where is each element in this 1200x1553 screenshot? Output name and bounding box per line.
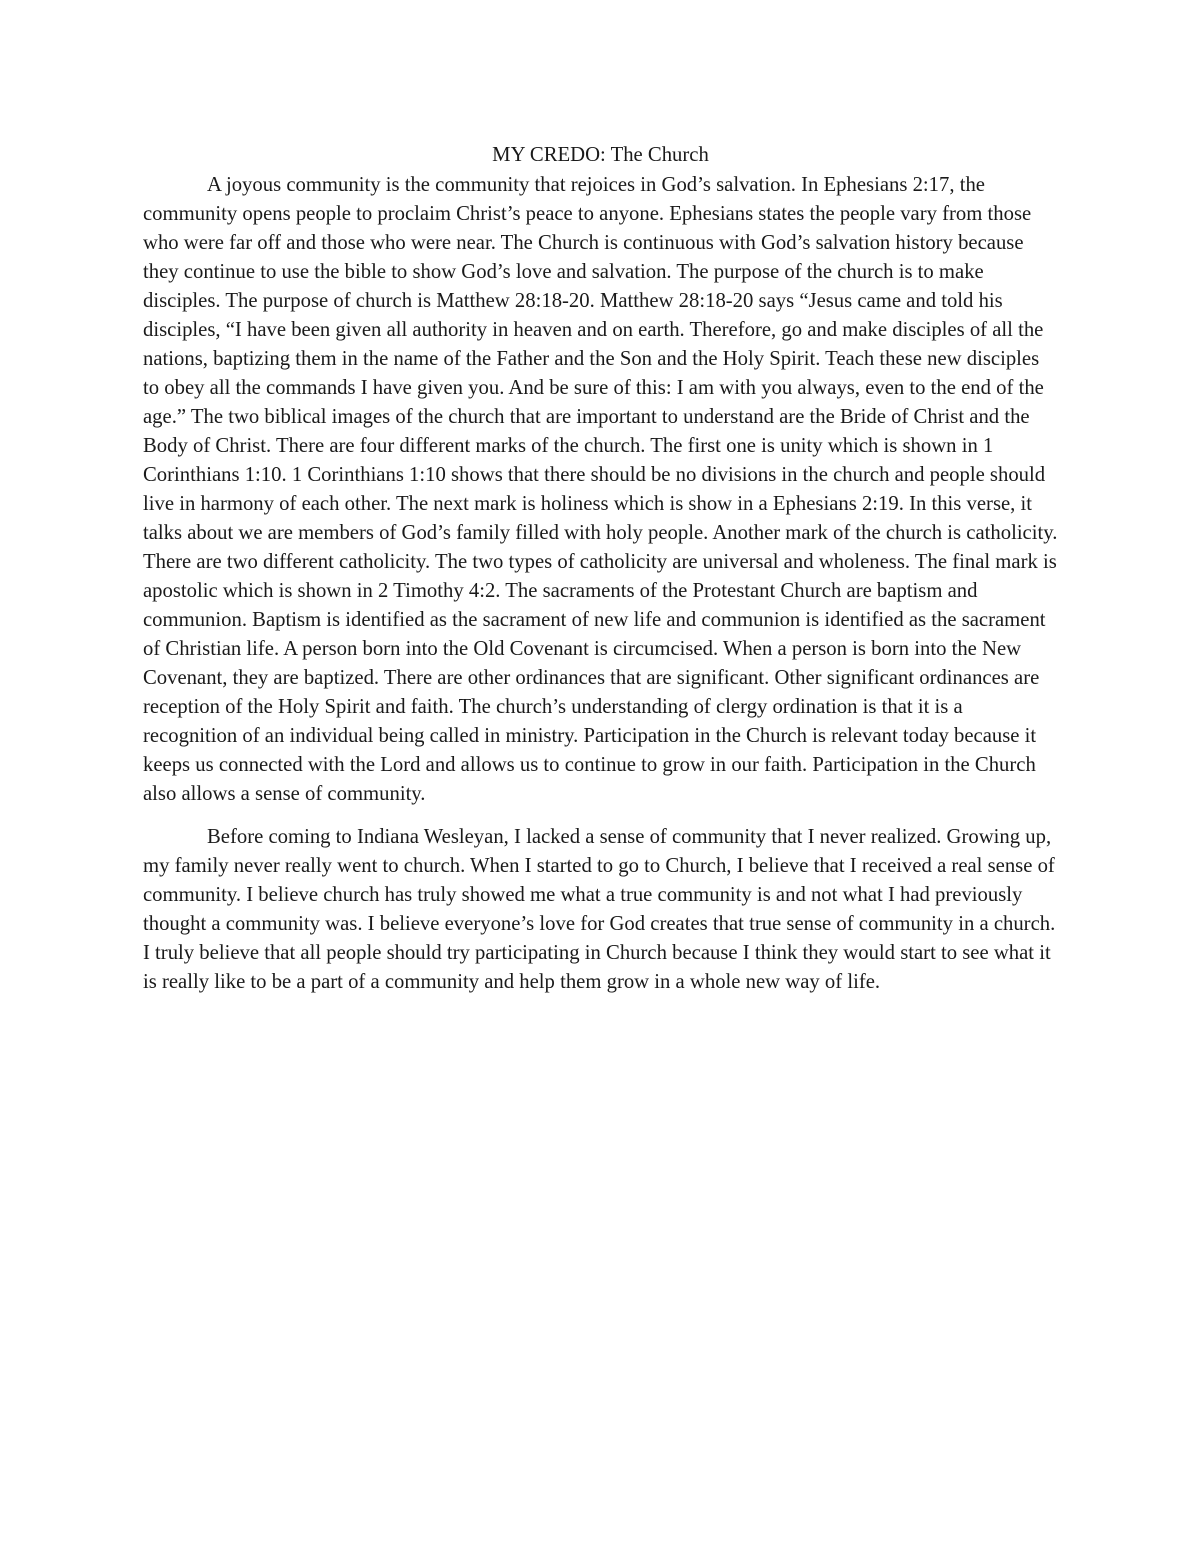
paragraph-1: A joyous community is the community that rejoices in God’s salvation. In Ephesians 2:17, the community opens people to proclaim Christ’s peace to anyone. Ephesians states the people vary from those who were far off and those who were near. The Church is continuous with God’s salvation history because they continue to use the bible to show God’s love and salvation. The purpose of the church is to make disciples. The purpose of church is Matthew 28:18-20. Matthew 28:18-20 says “Jesus came and told his disciples, “I have been given all authority in heaven and on earth. Therefore, go and make disciples of all the nations, baptizing them in the name of the Father and the Son and the Holy Spirit. Teach these new disciples to obey all the commands I have given you. And be sure of this: I am with you always, even to the end of the age.” The two biblical images of the church that are important to understand are the Bride of Christ and the Body of Christ. There are four different marks of the church. The first one is unity which is shown in 1 Corinthians 1:10. 1 Corinthians 1:10 shows that there should be no divisions in the church and people should live in harmony of each other. The next mark is holiness which is show in a Ephesians 2:19. In this verse, it talks about we are members of God’s family filled with holy people. Another mark of the church is catholicity. There are two different catholicity. The two types of catholicity are universal and wholeness. The final mark is apostolic which is shown in 2 Timothy 4:2. The sacraments of the Protestant Church are baptism and communion. Baptism is identified as the sacrament of new life and communion is identified as the sacrament of Christian life. A person born into the Old Covenant is circumcised. When a person is born into the New Covenant, they are baptized. There are other ordinances that are significant. Other significant ordinances are reception of the Holy Spirit and faith. The church’s understanding of clergy ordination is that it is a recognition of an individual being called in ministry. Participation in the Church is relevant today because it keeps us connected with the Lord and allows us to continue to grow in our faith. Participation in the Church also allows a sense of community. [143, 174, 1058, 805]
document-title: MY CREDO: The Church [492, 144, 709, 166]
paragraph-2: Before coming to Indiana Wesleyan, I lacked a sense of community that I never realized. Growing up, my family never really went to church. When I started to go to Church, I believe that I received a real sense of community. I believe church has truly showed me what a true community is and not what I had previously thought a community was. I believe everyone’s love for God creates that true sense of community in a church. I truly believe that all people should try participating in Church because I think they would start to see what it is really like to be a part of a community and help them grow in a whole new way of life. [143, 826, 1056, 993]
document-body [143, 141, 1058, 997]
